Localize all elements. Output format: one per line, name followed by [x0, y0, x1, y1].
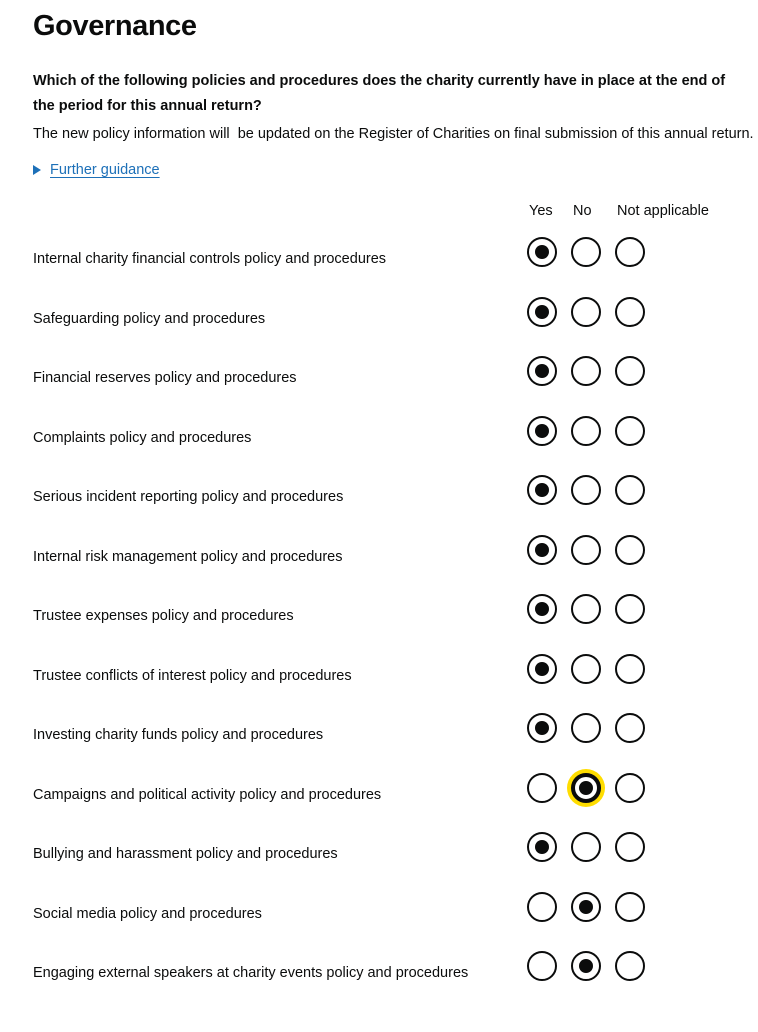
radio-cell-no: [571, 416, 615, 446]
radio-cell-no: [571, 713, 615, 743]
radio-cell-not-applicable: [615, 475, 659, 505]
policy-row: [33, 535, 738, 565]
radio-cell-yes: [527, 832, 571, 862]
radio-not-applicable[interactable]: [615, 654, 645, 684]
policy-label: Complaints policy and procedures: [33, 429, 252, 446]
radio-cell-not-applicable: [615, 654, 659, 684]
policy-row: [33, 832, 738, 862]
governance-page: [0, 8, 758, 981]
radio-not-applicable[interactable]: [615, 297, 645, 327]
policy-row: [33, 892, 738, 922]
policy-row: [33, 297, 738, 327]
column-header-not-applicable: Not applicable: [617, 203, 709, 219]
radio-cell-no: [571, 773, 615, 803]
radio-cell-yes: [527, 356, 571, 386]
radio-cell-yes: [527, 951, 571, 981]
policy-label: Bullying and harassment policy and procedures: [33, 846, 338, 862]
radio-not-applicable[interactable]: [615, 773, 645, 803]
policy-row: [33, 475, 738, 505]
policy-label: Internal risk management policy and procedures: [33, 548, 343, 565]
radio-cell-no: [571, 594, 615, 624]
radio-no[interactable]: [571, 237, 601, 267]
radio-cell-yes: [527, 773, 571, 803]
radio-cell-not-applicable: [615, 535, 659, 565]
radio-cell-no: [571, 654, 615, 684]
question-text: Which of the following policies and procedures does the charity currently have in place at the end of the period for this annual return?: [33, 73, 726, 114]
radio-cell-no: [571, 832, 615, 862]
policy-label: Investing charity funds policy and procedures: [33, 727, 324, 743]
policy-label: Engaging external speakers at charity events policy and procedures: [33, 965, 469, 981]
radio-yes[interactable]: [527, 297, 557, 327]
radio-yes[interactable]: [527, 594, 557, 624]
radio-cell-yes: [527, 475, 571, 505]
policy-row: [33, 237, 738, 267]
page-title: Governance: [33, 10, 197, 42]
radio-cell-no: [571, 535, 615, 565]
radio-yes[interactable]: [527, 475, 557, 505]
radio-no[interactable]: [571, 713, 601, 743]
radio-no[interactable]: [571, 416, 601, 446]
radio-cell-not-applicable: [615, 951, 659, 981]
radio-not-applicable[interactable]: [615, 951, 645, 981]
policy-row: [33, 356, 738, 386]
radio-yes[interactable]: [527, 237, 557, 267]
radio-yes[interactable]: [527, 535, 557, 565]
radio-no[interactable]: [571, 594, 601, 624]
radio-yes[interactable]: [527, 713, 557, 743]
policy-label: Financial reserves policy and procedures: [33, 370, 297, 386]
radio-no[interactable]: [571, 356, 601, 386]
policy-row: [33, 654, 738, 684]
radio-not-applicable[interactable]: [615, 475, 645, 505]
radio-cell-not-applicable: [615, 356, 659, 386]
radio-not-applicable[interactable]: [615, 892, 645, 922]
radio-not-applicable[interactable]: [615, 594, 645, 624]
radio-cell-not-applicable: [615, 237, 659, 267]
policy-row: [33, 713, 738, 743]
radio-not-applicable[interactable]: [615, 535, 645, 565]
radio-not-applicable[interactable]: [615, 237, 645, 267]
radio-yes[interactable]: [527, 773, 557, 803]
radio-cell-not-applicable: [615, 832, 659, 862]
radio-cell-not-applicable: [615, 713, 659, 743]
policy-row: [33, 951, 738, 981]
radio-no[interactable]: [571, 297, 601, 327]
radio-cell-not-applicable: [615, 773, 659, 803]
radio-cell-no: [571, 951, 615, 981]
radio-not-applicable[interactable]: [615, 713, 645, 743]
radio-no[interactable]: [571, 773, 601, 803]
radio-not-applicable[interactable]: [615, 416, 645, 446]
radio-yes[interactable]: [527, 832, 557, 862]
radio-cell-no: [571, 356, 615, 386]
header-label-spacer: [33, 201, 527, 221]
policy-label: Trustee conflicts of interest policy and procedures: [33, 667, 352, 684]
policy-label: Internal charity financial controls policy and procedures: [33, 251, 387, 267]
further-guidance-details[interactable]: [33, 160, 738, 180]
policy-label: Serious incident reporting policy and procedures: [33, 489, 344, 505]
radio-cell-yes: [527, 297, 571, 327]
radio-yes[interactable]: [527, 654, 557, 684]
radio-not-applicable[interactable]: [615, 356, 645, 386]
policy-row: [33, 773, 738, 803]
radio-no[interactable]: [571, 951, 601, 981]
radio-cell-yes: [527, 594, 571, 624]
radio-cell-yes: [527, 416, 571, 446]
radio-not-applicable[interactable]: [615, 832, 645, 862]
radio-table-header: [33, 201, 738, 221]
policy-label: Campaigns and political activity policy and procedures: [33, 786, 382, 803]
radio-no[interactable]: [571, 892, 601, 922]
policy-label: Safeguarding policy and procedures: [33, 310, 266, 327]
policy-radio-table: [33, 201, 738, 981]
radio-yes[interactable]: [527, 356, 557, 386]
policy-label: Trustee expenses policy and procedures: [33, 608, 294, 624]
radio-cell-no: [571, 237, 615, 267]
radio-cell-yes: [527, 654, 571, 684]
radio-yes[interactable]: [527, 416, 557, 446]
radio-cell-not-applicable: [615, 416, 659, 446]
column-header-no: No: [573, 203, 592, 219]
radio-cell-yes: [527, 892, 571, 922]
radio-no[interactable]: [571, 535, 601, 565]
radio-yes[interactable]: [527, 892, 557, 922]
policy-row: [33, 594, 738, 624]
disclosure-triangle-icon: [33, 165, 41, 175]
radio-cell-not-applicable: [615, 297, 659, 327]
policy-label: Social media policy and procedures: [33, 905, 262, 922]
radio-no[interactable]: [571, 475, 601, 505]
radio-cell-yes: [527, 713, 571, 743]
radio-rows: [33, 237, 738, 981]
policy-row: [33, 416, 738, 446]
info-text: The new policy information will be updated on the Register of Charities on final submission of this annual return.: [33, 126, 754, 142]
radio-yes[interactable]: [527, 951, 557, 981]
radio-cell-not-applicable: [615, 594, 659, 624]
column-header-yes: Yes: [529, 203, 553, 219]
radio-cell-no: [571, 297, 615, 327]
radio-cell-not-applicable: [615, 892, 659, 922]
radio-cell-yes: [527, 237, 571, 267]
radio-no[interactable]: [571, 654, 601, 684]
radio-cell-no: [571, 892, 615, 922]
radio-no[interactable]: [571, 832, 601, 862]
radio-cell-no: [571, 475, 615, 505]
radio-cell-yes: [527, 535, 571, 565]
further-guidance-link[interactable]: Further guidance: [50, 162, 160, 178]
